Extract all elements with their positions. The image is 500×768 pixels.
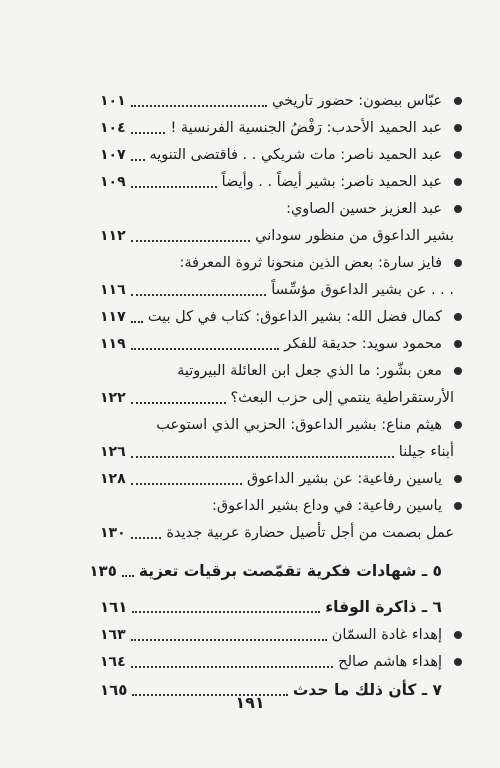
entry-title: عبد الحميد ناصر: بشير أيضاً . . وأيضاً [221,174,442,190]
toc-entry [100,115,442,141]
bullet-icon [454,421,462,429]
dot-leader [131,402,226,404]
entry-title: عمل بصمت من أجل تأصيل حضارة عربية جديدة [166,525,454,541]
toc-entry [100,169,442,195]
toc-entry [100,304,442,330]
dot-leader [131,483,242,485]
section-title: ٥ ـ شهادات فكرية تقمّصت برقيات تعزية [138,562,442,580]
entry-page: ١٠٤ [100,120,126,136]
toc-entry-continuation [100,223,454,249]
toc-entry [100,622,442,648]
toc-entry [100,466,442,492]
entry-page: ١٠٧ [100,147,126,163]
toc-entry [100,358,442,384]
entry-page: ١٣٠ [100,525,126,541]
toc-section [89,558,442,584]
dot-leader [131,132,166,134]
dot-leader [131,666,334,668]
toc-entry [100,196,442,222]
bullet-icon [454,313,462,321]
entry-page: ١٠٩ [100,174,126,190]
entry-title: ياسين رفاعية: في وداع بشير الداعوق: [212,498,442,514]
entry-title: إهداء هاشم صالح [338,654,442,670]
dot-leader [131,321,143,323]
bullet-icon [454,259,462,267]
toc-section [100,594,442,620]
toc-entry-continuation [100,520,454,546]
toc-entry [100,331,442,357]
bullet-icon [454,631,462,639]
page-number: ١٩١ [235,693,265,712]
bullet-icon [454,475,462,483]
dot-leader [131,159,145,161]
entry-title: عبد العزيز حسين الصاوي: [286,201,442,217]
entry-page: ١٦٤ [100,654,126,670]
entry-title: معن بشّور: ما الذي جعل ابن العائلة البيروتية [177,363,442,379]
entry-page: ١١٧ [100,309,126,325]
entry-page: ١٢٢ [100,390,126,406]
toc-entry [100,649,442,675]
entry-title: الأرستقراطية ينتمي إلى حزب البعث؟ [230,390,454,406]
dot-leader [131,537,162,539]
toc-entry-continuation [100,385,454,411]
bullet-icon [454,97,462,105]
dot-leader [131,348,280,350]
toc-entry [100,412,442,438]
entry-title: بشير الداعوق من منظور سوداني [255,228,454,244]
entry-page: ١٢٨ [100,471,126,487]
dot-leader [131,105,267,107]
section-title: ٦ ـ ذاكرة الوفاء [325,598,442,616]
entry-title: محمود سويد: حديقة للفكر [284,336,442,352]
entry-title: . . . عن بشير الداعوق مؤسِّساً [271,282,454,298]
entry-title: إهداء غادة السمّان [331,627,442,643]
section-title: ٧ ـ كأن ذلك ما حدث [292,681,442,699]
entry-page: ١٠١ [100,93,126,109]
bullet-icon [454,502,462,510]
toc-entry [100,493,442,519]
dot-leader [122,575,134,577]
entry-title: ياسين رفاعية: عن بشير الداعوق [246,471,442,487]
dot-leader [132,611,320,613]
entry-title: فايز سارة: بعض الذين منحونا ثروة المعرفة: [179,255,442,271]
entry-title: كمال فضل الله: بشير الداعوق: كتاب في كل بيت [147,309,442,325]
dot-leader [131,240,251,242]
entry-title: أبناء جيلنا [398,444,454,460]
entry-page: ١١٦ [100,282,126,298]
entry-title: عبد الحميد ناصر: مات شريكي . . فاقتضى التنويه [149,147,442,163]
bullet-icon [454,205,462,213]
dot-leader [131,639,327,641]
dot-leader [131,186,217,188]
toc-entry-continuation [100,277,454,303]
toc-entry [100,142,442,168]
entry-title: هيثم مناع: بشير الداعوق: الحزبي الذي استوعب [156,417,442,433]
toc-entry-continuation [100,439,454,465]
toc-entry [100,250,442,276]
bullet-icon [454,124,462,132]
section-page: ١٦١ [100,598,128,616]
bullet-icon [454,340,462,348]
bullet-icon [454,178,462,186]
bullet-icon [454,151,462,159]
entry-title: عبّاس بيضون: حضور تاريخي [272,93,442,109]
entry-page: ١١٩ [100,336,126,352]
dot-leader [131,294,267,296]
bullet-icon [454,658,462,666]
entry-page: ١١٢ [100,228,126,244]
entry-page: ١٢٦ [100,444,126,460]
toc-entry [100,88,442,114]
section-page: ١٣٥ [89,562,117,580]
dot-leader [131,456,394,458]
bullet-icon [454,367,462,375]
section-page: ١٦٥ [100,681,128,699]
entry-page: ١٦٣ [100,627,126,643]
entry-title: عبد الحميد الأحدب: رَفْضُ الجنسية الفرنسية ! [170,120,442,136]
